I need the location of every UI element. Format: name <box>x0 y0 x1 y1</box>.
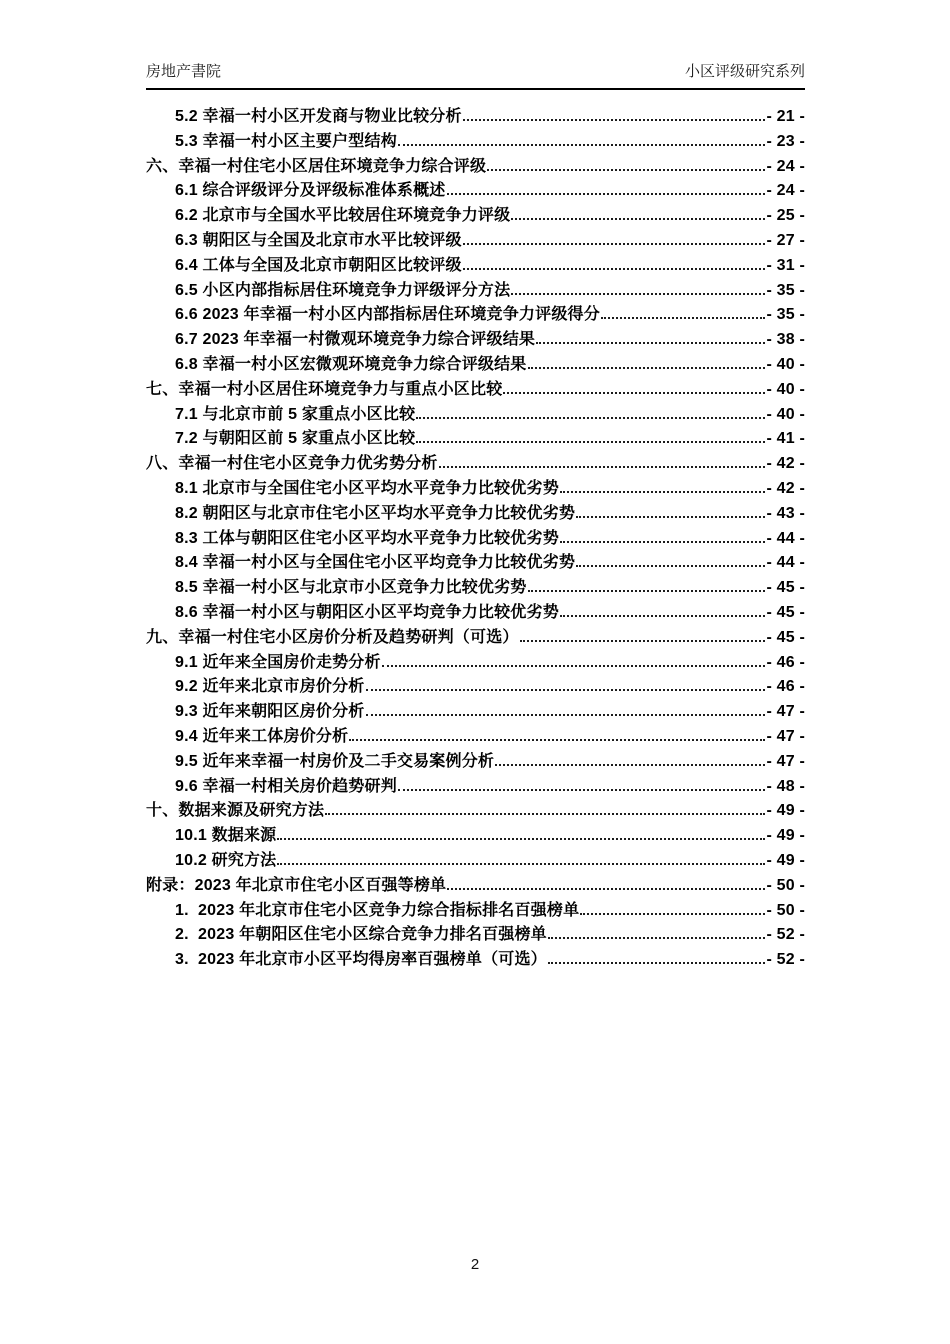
toc-entry-page: - 49 - <box>766 802 805 820</box>
toc-entry-label: 9.3 近年来朝阳区房价分析 <box>175 703 365 721</box>
toc-entry[interactable] <box>146 326 805 351</box>
toc-entry[interactable] <box>146 202 805 227</box>
toc-entry-label: 8.5 幸福一村小区与北京市小区竞争力比较优劣势 <box>175 579 527 597</box>
toc-entry[interactable] <box>146 574 805 599</box>
toc-entry[interactable] <box>146 723 805 748</box>
toc-entry-page: - 44 - <box>766 554 805 572</box>
header-right-title: 小区评级研究系列 <box>684 63 805 80</box>
toc-entry[interactable] <box>146 227 805 252</box>
toc-entry-page: - 46 - <box>766 653 805 671</box>
toc-entry-label: 6.4 工体与全国及北京市朝阳区比较评级 <box>175 256 462 274</box>
toc-entry-page: - 49 - <box>766 827 805 845</box>
toc-entry-label: 六、幸福一村住宅小区居住环境竞争力综合评级 <box>146 157 487 175</box>
toc-entry-label: 8.4 幸福一村小区与全国住宅小区平均竞争力比较优劣势 <box>175 554 576 572</box>
toc-entry[interactable] <box>146 624 805 649</box>
toc-dot-leader <box>447 887 765 890</box>
toc-dot-leader <box>511 292 765 295</box>
toc-entry-page: - 46 - <box>766 678 805 696</box>
toc-entry[interactable] <box>146 351 805 376</box>
toc-dot-leader <box>447 192 766 195</box>
header-left-title: 房地产書院 <box>146 63 222 80</box>
toc-dot-leader <box>503 391 765 394</box>
toc-dot-leader <box>528 589 766 592</box>
toc-entry-label: 8.3 工体与朝阳区住宅小区平均水平竞争力比较优劣势 <box>175 529 559 547</box>
toc-entry-label: 七、幸福一村小区居住环境竞争力与重点小区比较 <box>146 380 503 398</box>
toc-dot-leader <box>536 341 765 344</box>
toc-dot-leader <box>416 416 765 419</box>
toc-entry-label: 6.7 2023 年幸福一村微观环境竞争力综合评级结果 <box>175 331 536 349</box>
toc-dot-leader <box>560 490 766 493</box>
toc-entry[interactable] <box>146 698 805 723</box>
toc-dot-leader <box>366 713 766 716</box>
toc-entry[interactable] <box>146 475 805 500</box>
toc-dot-leader <box>463 242 766 245</box>
toc-entry-label: 附录：2023 年北京市住宅小区百强等榜单 <box>146 876 447 894</box>
toc-entry[interactable] <box>146 177 805 202</box>
toc-entry-label: 6.5 小区内部指标居住环境竞争力评级评分方法 <box>175 281 511 299</box>
toc-dot-leader <box>439 465 766 468</box>
toc-dot-leader <box>495 763 765 766</box>
toc-dot-leader <box>366 688 766 691</box>
toc-entry-label: 3. 2023 年北京市小区平均得房率百强榜单（可选） <box>175 951 547 969</box>
toc-entry-page: - 41 - <box>766 430 805 448</box>
toc-entry[interactable] <box>146 425 805 450</box>
toc-entry[interactable] <box>146 500 805 525</box>
toc-entry-page: - 21 - <box>766 108 805 125</box>
toc-dot-leader <box>463 118 766 121</box>
toc-entry-label: 6.6 2023 年幸福一村小区内部指标居住环境竞争力评级得分 <box>175 306 600 324</box>
toc-dot-leader <box>487 168 765 171</box>
toc-entry-page: - 48 - <box>766 777 805 795</box>
toc-entry[interactable] <box>146 252 805 277</box>
toc-entry-label: 10.2 研究方法 <box>175 851 277 869</box>
toc-entry[interactable] <box>146 277 805 302</box>
toc-dot-leader <box>511 217 765 220</box>
toc-entry-label: 7.1 与北京市前 5 家重点小区比较 <box>175 405 416 423</box>
toc-entry[interactable] <box>146 153 805 178</box>
toc-dot-leader <box>382 664 766 667</box>
toc-dot-leader <box>548 936 766 939</box>
toc-entry-page: - 27 - <box>766 231 805 249</box>
toc-entry-label: 9.5 近年来幸福一村房价及二手交易案例分析 <box>175 752 495 770</box>
table-of-contents <box>146 103 805 971</box>
page-footer <box>0 1256 950 1273</box>
toc-entry[interactable] <box>146 525 805 550</box>
toc-dot-leader <box>463 267 766 270</box>
toc-entry[interactable] <box>146 376 805 401</box>
toc-entry-label: 9.2 近年来北京市房价分析 <box>175 678 365 696</box>
toc-entry[interactable] <box>146 748 805 773</box>
toc-dot-leader <box>560 540 766 543</box>
toc-entry-label: 10.1 数据来源 <box>175 827 277 845</box>
toc-entry-page: - 25 - <box>766 207 805 225</box>
toc-entry-label: 6.1 综合评级评分及评级标准体系概述 <box>175 182 446 200</box>
toc-dot-leader <box>601 316 766 319</box>
toc-entry-label: 8.2 朝阳区与北京市住宅小区平均水平竞争力比较优劣势 <box>175 504 576 522</box>
toc-entry[interactable] <box>146 549 805 574</box>
toc-dot-leader <box>325 812 765 815</box>
toc-entry-label: 5.2 幸福一村小区开发商与物业比较分析 <box>175 108 462 125</box>
toc-entry-label: 9.4 近年来工体房价分析 <box>175 727 349 745</box>
toc-dot-leader <box>520 639 766 642</box>
toc-entry[interactable] <box>146 897 805 922</box>
toc-dot-leader <box>277 837 765 840</box>
toc-entry-page: - 35 - <box>766 306 805 324</box>
toc-entry-page: - 50 - <box>766 901 805 919</box>
toc-entry-page: - 52 - <box>766 951 805 969</box>
toc-entry-label: 8.1 北京市与全国住宅小区平均水平竞争力比较优劣势 <box>175 479 559 497</box>
toc-entry-page: - 47 - <box>766 727 805 745</box>
toc-entry-page: - 45 - <box>766 628 805 646</box>
toc-entry-page: - 49 - <box>766 851 805 869</box>
toc-entry-label: 9.6 幸福一村相关房价趋势研判 <box>175 777 397 795</box>
toc-entry[interactable] <box>146 128 805 153</box>
toc-entry[interactable] <box>146 450 805 475</box>
toc-entry-page: - 47 - <box>766 752 805 770</box>
toc-entry-label: 9.1 近年来全国房价走势分析 <box>175 653 381 671</box>
toc-dot-leader <box>576 564 765 567</box>
toc-entry-page: - 42 - <box>766 479 805 497</box>
toc-entry-page: - 24 - <box>766 182 805 200</box>
toc-entry-label: 1. 2023 年北京市住宅小区竞争力综合指标排名百强榜单 <box>175 901 580 919</box>
header-rule <box>146 88 805 90</box>
toc-entry-label: 5.3 幸福一村小区主要户型结构 <box>175 132 397 150</box>
toc-dot-leader <box>576 515 765 518</box>
toc-dot-leader <box>548 961 766 964</box>
toc-dot-leader <box>349 738 765 741</box>
toc-dot-leader <box>398 788 766 791</box>
toc-entry-page: - 40 - <box>766 355 805 373</box>
toc-entry[interactable] <box>146 649 805 674</box>
toc-dot-leader <box>528 366 766 369</box>
toc-entry-page: - 44 - <box>766 529 805 547</box>
toc-entry-page: - 31 - <box>766 256 805 274</box>
toc-dot-leader <box>277 862 765 865</box>
page-number: 2 <box>470 1256 480 1273</box>
toc-entry-page: - 52 - <box>766 926 805 944</box>
page-content <box>146 60 805 971</box>
toc-entry-page: - 45 - <box>766 579 805 597</box>
toc-entry-page: - 45 - <box>766 603 805 621</box>
toc-entry[interactable] <box>146 872 805 897</box>
toc-dot-leader <box>398 143 766 146</box>
toc-entry-label: 2. 2023 年朝阳区住宅小区综合竞争力排名百强榜单 <box>175 926 547 944</box>
toc-entry[interactable] <box>146 847 805 872</box>
toc-entry-label: 7.2 与朝阳区前 5 家重点小区比较 <box>175 430 416 448</box>
toc-entry-page: - 40 - <box>766 405 805 423</box>
toc-entry-label: 十、数据来源及研究方法 <box>146 802 325 820</box>
toc-entry[interactable] <box>146 599 805 624</box>
toc-entry-label: 6.3 朝阳区与全国及北京市水平比较评级 <box>175 231 462 249</box>
toc-entry-page: - 40 - <box>766 380 805 398</box>
toc-entry[interactable] <box>146 921 805 946</box>
toc-entry[interactable] <box>146 401 805 426</box>
toc-entry-page: - 42 - <box>766 455 805 473</box>
toc-entry[interactable] <box>146 797 805 822</box>
toc-dot-leader <box>416 440 765 443</box>
toc-entry-label: 八、幸福一村住宅小区竞争力优劣势分析 <box>146 455 438 473</box>
toc-entry[interactable] <box>146 673 805 698</box>
toc-entry-page: - 23 - <box>766 132 805 150</box>
toc-entry-page: - 50 - <box>766 876 805 894</box>
toc-entry[interactable] <box>146 301 805 326</box>
toc-entry-page: - 35 - <box>766 281 805 299</box>
toc-entry-label: 8.6 幸福一村小区与朝阳区小区平均竞争力比较优劣势 <box>175 603 559 621</box>
toc-entry-label: 6.8 幸福一村小区宏微观环境竞争力综合评级结果 <box>175 355 527 373</box>
toc-entry[interactable] <box>146 773 805 798</box>
toc-entry[interactable] <box>146 822 805 847</box>
page-header <box>146 60 805 88</box>
toc-entry-page: - 38 - <box>766 331 805 349</box>
toc-entry-label: 6.2 北京市与全国水平比较居住环境竞争力评级 <box>175 207 511 225</box>
toc-dot-leader <box>580 912 765 915</box>
toc-entry-page: - 43 - <box>766 504 805 522</box>
toc-dot-leader <box>560 614 766 617</box>
toc-entry-label: 九、幸福一村住宅小区房价分析及趋势研判（可选） <box>146 628 519 646</box>
toc-entry[interactable] <box>146 946 805 971</box>
toc-entry[interactable] <box>146 103 805 128</box>
toc-entry-page: - 47 - <box>766 703 805 721</box>
toc-entry-page: - 24 - <box>766 157 805 175</box>
